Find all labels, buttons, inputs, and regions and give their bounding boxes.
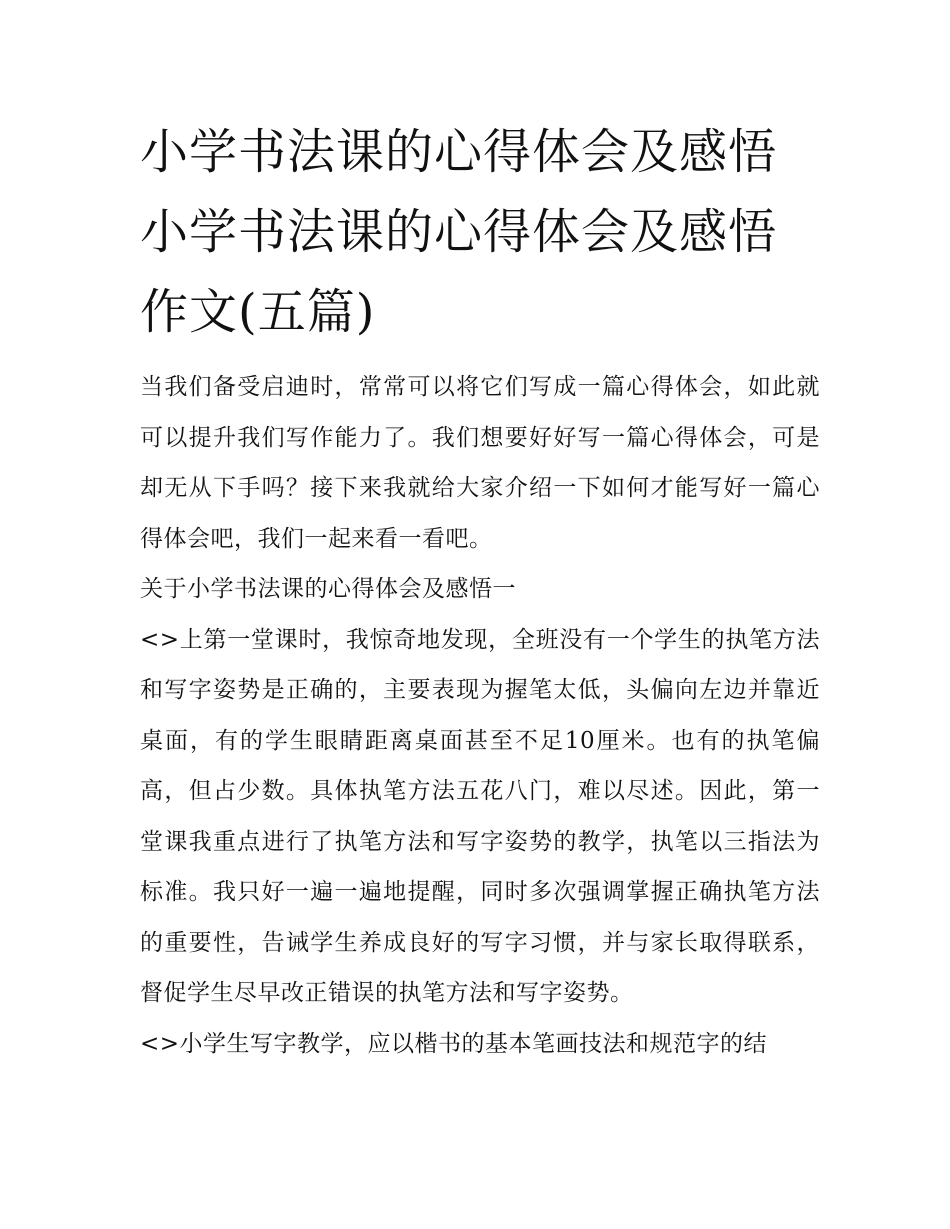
section-heading: 关于小学书法课的心得体会及感悟一 — [140, 576, 516, 602]
document-title — [140, 112, 820, 352]
body-paragraph: <>小学生写字教学，应以楷书的基本笔画技法和规范字的结 — [140, 1030, 768, 1057]
title-line: 小学书法课的心得体会及感悟 — [140, 124, 778, 180]
document-body — [140, 112, 820, 1069]
title-line: 作文(五篇) — [140, 284, 376, 340]
intro-paragraph: 当我们备受启迪时，常常可以将它们写成一篇心得体会，如此就可以提升我们写作能力了。我们想要好好写一篇心得体会，可是却无从下手吗？接下来我就给大家介绍一下如何才能写好一篇心得体会吧，我们一起来看一看吧。 — [140, 374, 820, 552]
title-line: 小学书法课的心得体会及感悟 — [140, 204, 778, 260]
body-paragraph: <>上第一堂课时，我惊奇地发现，全班没有一个学生的执笔方法和写字姿势是正确的，主要表现为握笔太低，头偏向左边并靠近桌面，有的学生眼睛距离桌面甚至不足10厘米。也有的执笔偏高，但占少数。具体执笔方法五花八门，难以尽述。因此，第一堂课我重点进行了执笔方法和写字姿势的教学，执笔以三指法为标准。我只好一遍一遍地提醒，同时多次强调掌握正确执笔方法的重要性，告诫学生养成良好的写字习惯，并与家长取得联系，督促学生尽早改正错误的执笔方法和写字姿势。 — [140, 626, 820, 1006]
